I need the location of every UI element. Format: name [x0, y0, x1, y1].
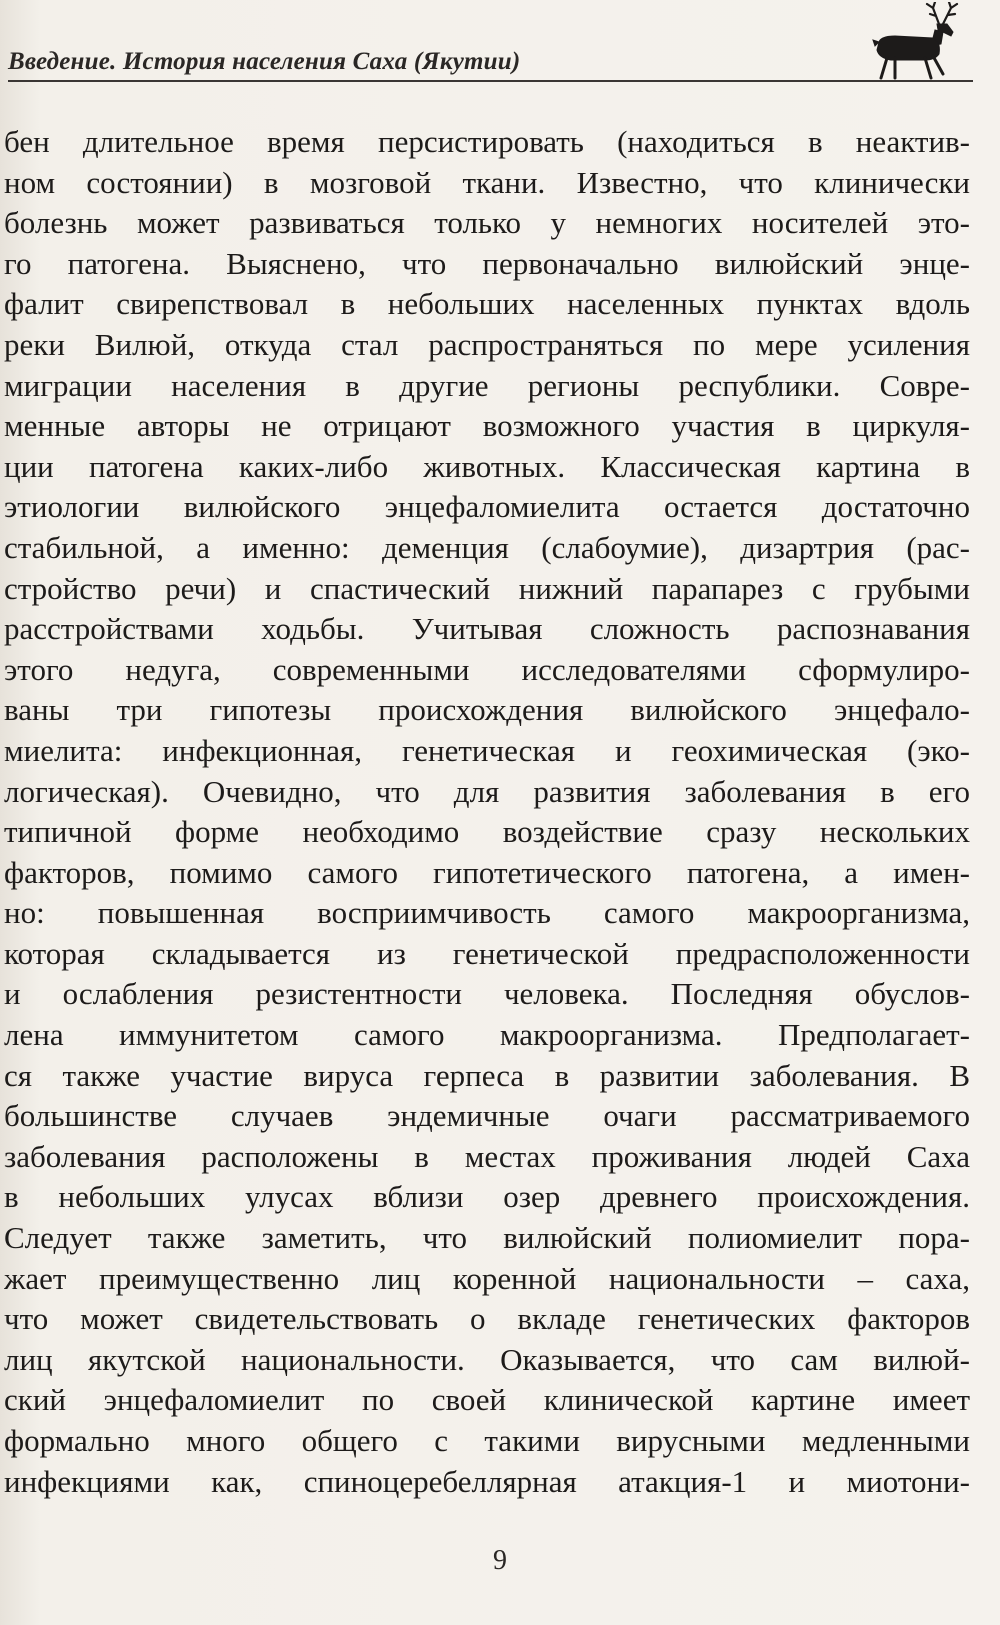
text-line: ваны три гипотезы происхождения вилюйского энцефало-	[4, 692, 970, 728]
body-text	[4, 122, 970, 1502]
text-line: Следует также заметить, что вилюйский полиомиелит пора-	[4, 1220, 970, 1256]
text-line: лена иммунитетом самого макроорганизма. Предполагает-	[4, 1017, 970, 1053]
text-line: стабильной, а именно: деменция (слабоумие), дизартрия (рас-	[4, 529, 970, 565]
text-line: этого недуга, современными исследователями сформулиро-	[4, 651, 970, 687]
text-line: факторов, помимо самого гипотетического патогена, а имен-	[4, 854, 970, 890]
text-line: заболевания расположены в местах проживания людей Саха	[4, 1138, 970, 1174]
text-line: формально много общего с такими вирусными медленными	[4, 1423, 970, 1458]
text-line: типичной форме необходимо воздействие сразу нескольких	[4, 814, 970, 850]
text-line: что может свидетельствовать о вкладе генетических факторов	[4, 1301, 970, 1337]
text-line: бен длительное время персистировать (находиться в неактив-	[4, 124, 970, 159]
running-header-title: Введение. История населения Саха (Якутии)	[8, 48, 521, 75]
text-line: большинстве случаев эндемичные очаги рассматриваемого	[4, 1098, 970, 1134]
reindeer-icon	[861, 2, 971, 82]
text-line: и ослабления резистентности человека. Последняя обуслов-	[4, 976, 970, 1012]
text-line: стройство речи) и спастический нижний парапарез с грубыми	[4, 570, 970, 606]
running-header	[8, 36, 973, 86]
text-line: расстройствами ходьбы. Учитывая сложность распознавания	[4, 611, 970, 647]
text-line: логическая). Очевидно, что для развития заболевания в его	[4, 773, 970, 809]
text-line: в небольших улусах вблизи озер древнего происхождения.	[4, 1179, 970, 1215]
text-line: жает преимущественно лиц коренной национальности – саха,	[4, 1260, 970, 1296]
text-line: ном состоянии) в мозговой ткани. Известно, что клинически	[4, 164, 970, 200]
text-line: ции патогена каких-либо животных. Классическая картина в	[4, 448, 970, 484]
text-line: ся также участие вируса герпеса в развитии заболевания. В	[4, 1057, 970, 1093]
page-number: 9	[493, 1545, 507, 1576]
text-line: но: повышенная восприимчивость самого макроорганизма,	[4, 895, 970, 931]
text-line: го патогена. Выяснено, что первоначально вилюйский энце-	[4, 245, 970, 281]
header-rule	[8, 80, 973, 82]
text-line: реки Вилюй, откуда стал распространяться по мере усиления	[4, 326, 970, 362]
text-line: которая складывается из генетической предрасположенности	[4, 935, 970, 971]
text-line: миграции населения в другие регионы республики. Совре-	[4, 367, 970, 403]
text-line: болезнь может развиваться только у немногих носителей это-	[4, 205, 970, 241]
text-line: инфекциями как, спиноцеребеллярная атакция-1 и миотони-	[4, 1463, 970, 1499]
text-line: менные авторы не отрицают возможного участия в циркуля-	[4, 408, 970, 444]
text-line: ский энцефаломиелит по своей клинической картине имеет	[4, 1382, 970, 1418]
text-line: лиц якутской национальности. Оказывается, что сам вилюй-	[4, 1341, 970, 1377]
text-line: миелита: инфекционная, генетическая и геохимическая (эко-	[4, 732, 970, 768]
text-line: этиологии вилюйского энцефаломиелита остается достаточно	[4, 489, 970, 525]
text-line: фалит свирепствовал в небольших населенных пунктах вдоль	[4, 286, 970, 322]
